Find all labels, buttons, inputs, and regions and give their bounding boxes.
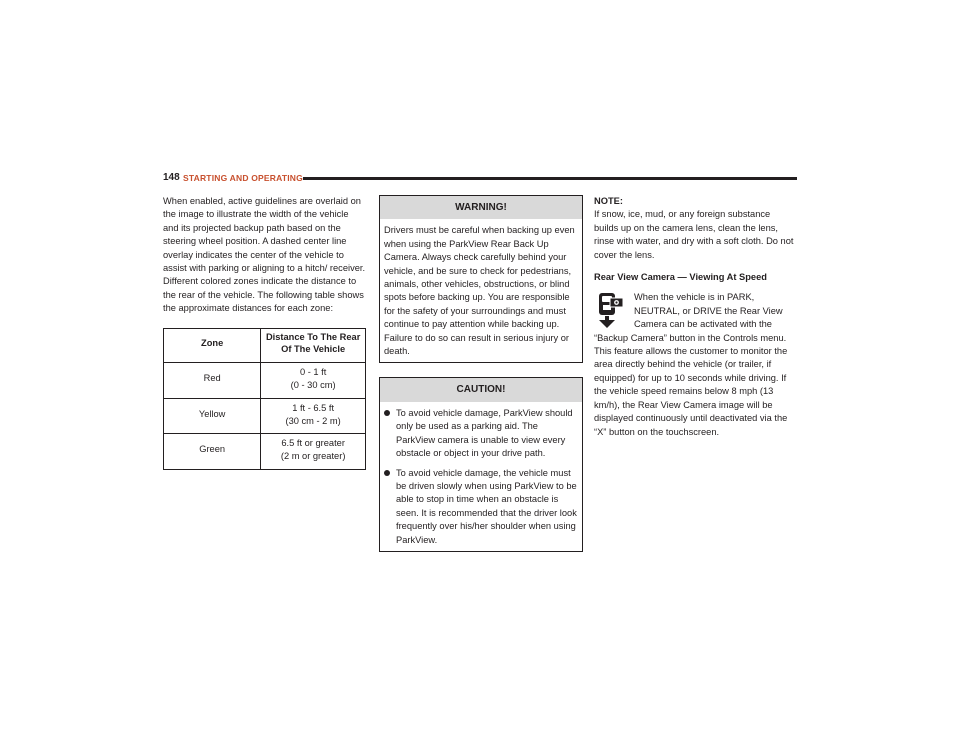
zone-cell: Green <box>164 434 261 470</box>
caution-list <box>384 407 578 547</box>
caution-item-text: To avoid vehicle damage, the vehicle must be driven slowly when using ParkView to be able to stop in time when an obstacle is seen. It is recommended that the driver look frequently over his/her shoulder when using ParkView. <box>396 467 577 545</box>
caution-body <box>380 402 582 551</box>
note-text: If snow, ice, mud, or any foreign substance builds up on the camera lens, clean the lens, rinse with water, and dry with a soft cloth. Do not cover the lens. <box>594 209 794 260</box>
bullet-icon <box>384 470 390 476</box>
zone-cell: Red <box>164 363 261 399</box>
caution-title: CAUTION! <box>380 378 582 401</box>
caution-item-text: To avoid vehicle damage, ParkView should only be used as a parking aid. The ParkView camera is unable to view every obstacle or object in your drive path. <box>396 407 573 459</box>
table-header-zone: Zone <box>164 328 261 363</box>
rear-camera-icon <box>594 291 624 329</box>
table-row <box>164 434 366 470</box>
distance-line: 1 ft - 6.5 ft <box>292 402 335 413</box>
warning-box <box>379 195 583 363</box>
section-title: STARTING AND OPERATING <box>183 173 303 183</box>
header-rule <box>303 177 797 180</box>
warning-title: WARNING! <box>380 196 582 219</box>
list-item <box>384 467 578 547</box>
sub-heading: Rear View Camera — Viewing At Speed <box>594 272 767 283</box>
distance-metric: (0 - 30 cm) <box>290 380 336 391</box>
note-label: NOTE: <box>594 196 623 206</box>
list-item <box>384 407 578 461</box>
header-distance-line2: Of The Vehicle <box>281 344 346 355</box>
caution-box <box>379 377 583 551</box>
left-column <box>163 195 366 470</box>
table-header-distance <box>261 328 366 363</box>
distance-cell <box>261 434 366 470</box>
camera-paragraph <box>594 291 797 438</box>
intro-paragraph: When enabled, active guidelines are overlaid on the image to illustrate the width of the vehicle and its projected backup path based on the steering wheel position. A dashed center line overlay indicates the center of the vehicle to assist with parking or aligning to a hitch/ receiver. Different colored zones indicate the distance to the rear of the vehicle. The following table shows the approximate distances for each zone: <box>163 196 366 314</box>
zone-cell: Yellow <box>164 398 261 434</box>
warning-text: Drivers must be careful when backing up even when using the ParkView Rear Back Up Camera. Always check carefully behind your vehicle, and be sure to check for pedestrians, animals, other vehicles, obstructions, or blind spots before backing up. You are responsible for the safety of your surroundings and must continue to pay attention while backing up. Failure to do so can result in serious injury or death. <box>384 225 575 357</box>
page-header <box>163 172 797 184</box>
distance-line: 6.5 ft or greater <box>281 438 345 449</box>
distance-line: 0 - 1 ft <box>299 367 327 378</box>
camera-body-text: When the vehicle is in PARK, NEUTRAL, or DRIVE the Rear View Camera can be activated with the “Backup Camera” button in the Controls menu. This feature allows the customer to monitor the area directly behind the vehicle (or trailer, if equipped) for up to 10 seconds while driving. If the vehicle speed remains below 8 mph (13 km/h), the Rear View Camera image will be displayed continuously until deactivated via the “X” button on the touchscreen. <box>594 292 788 437</box>
distance-cell <box>261 398 366 434</box>
table-row <box>164 363 366 399</box>
distance-cell <box>261 363 366 399</box>
distance-metric: (30 cm - 2 m) <box>285 415 341 426</box>
distance-metric: (2 m or greater) <box>280 451 346 462</box>
right-column <box>594 195 797 439</box>
middle-column <box>379 195 581 552</box>
page-number: 148 <box>163 172 180 183</box>
header-distance-line1: Distance To The Rear <box>265 331 361 342</box>
table-header-row <box>164 328 366 363</box>
table-row <box>164 398 366 434</box>
zone-distance-table <box>163 328 366 470</box>
bullet-icon <box>384 410 390 416</box>
